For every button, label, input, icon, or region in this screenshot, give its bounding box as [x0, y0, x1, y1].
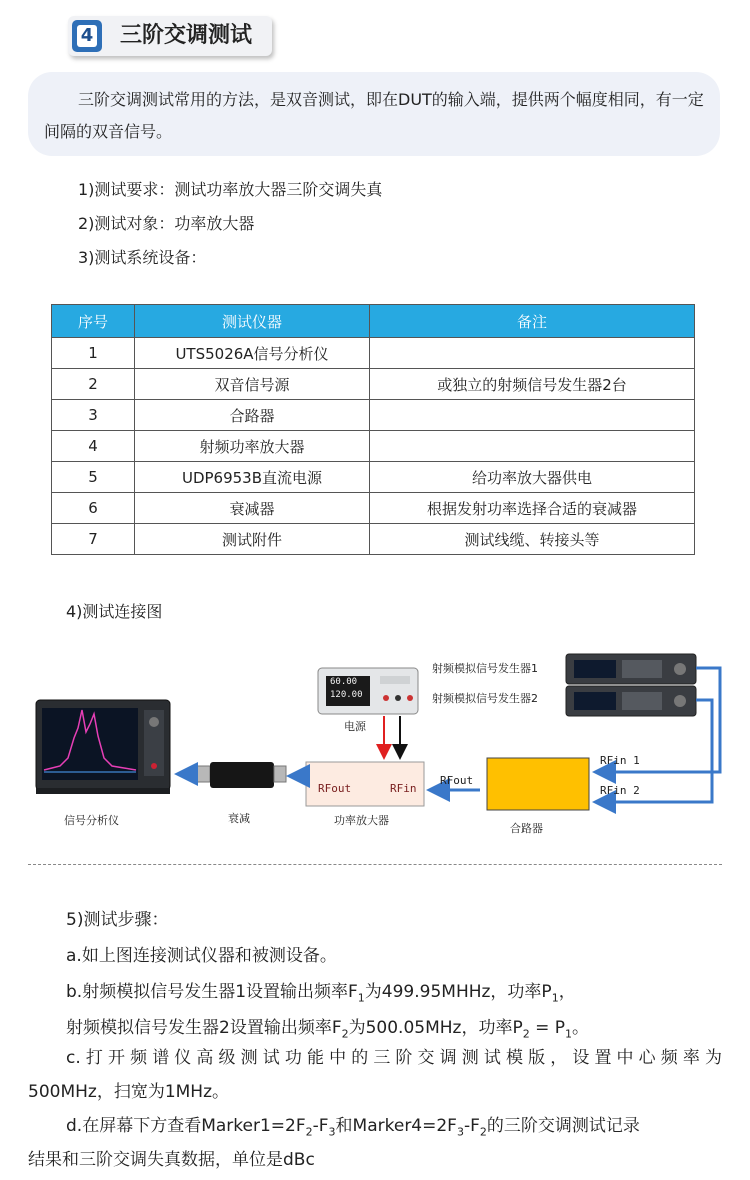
label-rfin-1: RFin 1: [600, 754, 640, 767]
step-d1-text: d.在屏幕下方查看Marker1=2F: [66, 1116, 306, 1136]
table-row: [52, 431, 695, 462]
step-d1-text: -F: [312, 1116, 329, 1136]
step-c-line-1: c.打开频谱仪高级测试功能中的三阶交调测试模版，设置中心频率为: [66, 1048, 722, 1068]
table-row: [52, 493, 695, 524]
table-cell: 7: [52, 524, 135, 555]
step-b2-sub: 1: [565, 1027, 573, 1041]
table-header-remark: 备注: [370, 305, 695, 338]
table-cell: 根据发射功率选择合适的衰减器: [370, 493, 695, 524]
table-cell: UDP6953B直流电源: [135, 462, 370, 493]
label-amplifier-rfout: RFout: [318, 782, 352, 795]
section-number: 4: [77, 25, 97, 47]
table-cell: [370, 431, 695, 462]
table-cell: 4: [52, 431, 135, 462]
table-cell: 合路器: [135, 400, 370, 431]
signal-analyzer-icon: [36, 700, 170, 794]
label-generator-2: 射频模拟信号发生器2: [432, 692, 538, 705]
label-combiner-rfout: RFout: [440, 774, 474, 787]
table-cell: 或独立的射频信号发生器2台: [370, 369, 695, 400]
table-cell: UTS5026A信号分析仪: [135, 338, 370, 369]
requirement-3: 3)测试系统设备：: [78, 248, 207, 267]
step-b1-sub: 1: [551, 991, 559, 1005]
psu-reading-1: 60.00: [330, 677, 358, 687]
table-cell: 测试线缆、转接头等: [370, 524, 695, 555]
step-d1-sub: 3: [456, 1125, 464, 1139]
label-amplifier-rfin: RFin: [390, 782, 417, 795]
table-row: [52, 524, 695, 555]
step-d1-text: 和Marker4=2F: [335, 1116, 457, 1136]
requirement-1: 1)测试要求：测试功率放大器三阶交调失真: [78, 180, 383, 199]
table-cell: [370, 400, 695, 431]
requirement-2: 2)测试对象：功率放大器: [78, 214, 255, 233]
table-row: [52, 369, 695, 400]
step-d1-sub: 2: [479, 1125, 487, 1139]
step-c-line-2: 500MHz，扫宽为1MHz。: [28, 1082, 230, 1102]
table-cell: 6: [52, 493, 135, 524]
table-header-row: [52, 305, 695, 338]
step-d1-sub: 3: [328, 1125, 336, 1139]
table-cell: 2: [52, 369, 135, 400]
step-b2-text: = P: [529, 1018, 566, 1038]
step-d-line-1: [66, 1108, 640, 1144]
attenuator-icon: [196, 762, 286, 788]
steps-heading: 5)测试步骤：: [66, 910, 169, 930]
table-cell: 射频功率放大器: [135, 431, 370, 462]
section-number-badge: [72, 20, 102, 52]
step-d-line-2: 结果和三阶交调失真数据，单位是dBc: [28, 1150, 315, 1170]
step-d1-text: 的三阶交调测试记录: [486, 1116, 640, 1136]
step-b1-text: 为499.95MHHz，功率P: [364, 982, 552, 1002]
label-attenuator: 衰减: [228, 812, 250, 825]
table-row: [52, 400, 695, 431]
diagram-heading: 4)测试连接图: [66, 602, 163, 621]
table-cell: 1: [52, 338, 135, 369]
section-title: 三阶交调测试: [120, 23, 253, 48]
label-rfin-2: RFin 2: [600, 784, 640, 797]
table-header-index: 序号: [52, 305, 135, 338]
step-a: a.如上图连接测试仪器和被测设备。: [66, 946, 337, 966]
section-divider: [28, 864, 722, 865]
step-b1-text: ，: [558, 982, 576, 1002]
step-b2-text: 为500.05MHz，功率P: [348, 1018, 523, 1038]
label-generator-1: 射频模拟信号发生器1: [432, 662, 538, 675]
step-b2-text: 。: [572, 1018, 590, 1038]
step-b2-sub: 2: [341, 1027, 349, 1041]
table-row: [52, 462, 695, 493]
table-header-instrument: 测试仪器: [135, 305, 370, 338]
table-cell: 双音信号源: [135, 369, 370, 400]
table-cell: 5: [52, 462, 135, 493]
table-cell: [370, 338, 695, 369]
step-b1-sub: 1: [357, 991, 365, 1005]
label-amplifier: 功率放大器: [334, 814, 389, 827]
step-b1-text: b.射频模拟信号发生器1设置输出频率F: [66, 982, 358, 1002]
step-b-line-1: [66, 974, 576, 1010]
table-cell: 3: [52, 400, 135, 431]
table-cell: 测试附件: [135, 524, 370, 555]
label-power: 电源: [344, 720, 366, 733]
combiner-box: [487, 758, 589, 810]
step-d1-sub: 2: [305, 1125, 313, 1139]
table-row: [52, 338, 695, 369]
step-b2-sub: 2: [522, 1027, 530, 1041]
psu-reading-2: 120.00: [330, 690, 363, 700]
equipment-table: [51, 304, 695, 555]
signal-generator-1-icon: [566, 654, 696, 684]
table-cell: 给功率放大器供电: [370, 462, 695, 493]
connection-diagram: [0, 640, 750, 840]
step-d1-text: -F: [463, 1116, 480, 1136]
step-b2-text: 射频模拟信号发生器2设置输出频率F: [66, 1018, 342, 1038]
signal-generator-2-icon: [566, 686, 696, 716]
label-combiner: 合路器: [510, 822, 543, 835]
table-cell: 衰减器: [135, 493, 370, 524]
intro-text: 三阶交调测试常用的方法，是双音测试，即在DUT的输入端，提供两个幅度相同，有一定间隔的双音信号。: [44, 90, 704, 141]
label-analyzer: 信号分析仪: [64, 814, 119, 827]
